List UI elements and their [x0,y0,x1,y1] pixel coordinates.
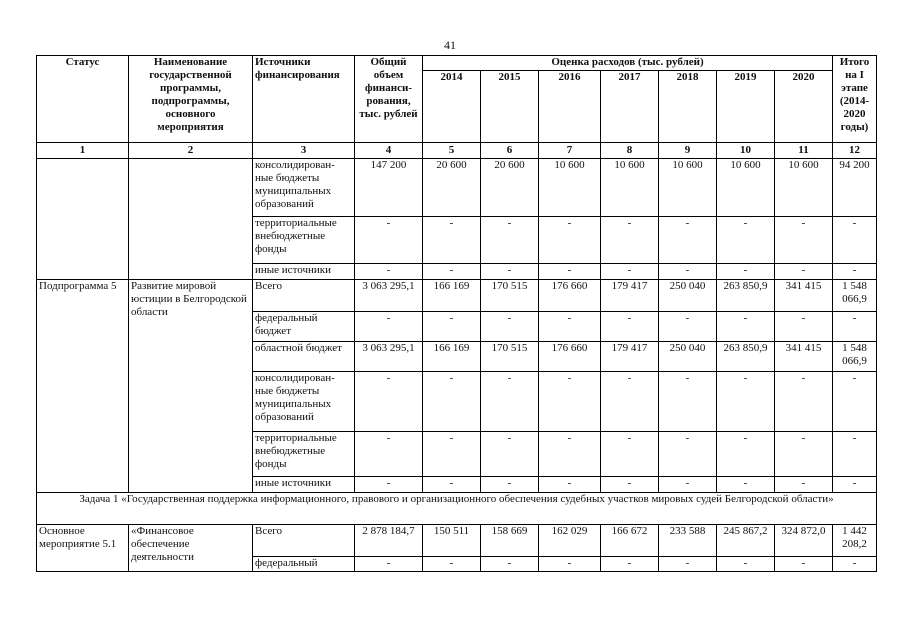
source-cell: федеральный [253,557,355,572]
source-cell: иные источники [253,477,355,493]
value-cell: 158 669 [481,525,539,557]
status-cell: Подпрограмма 5 [37,280,129,493]
value-cell: - [775,264,833,280]
value-cell: 94 200 [833,159,877,217]
value-cell: 341 415 [775,280,833,312]
value-cell: - [775,372,833,432]
value-cell: - [539,264,601,280]
source-cell: консолидирован-ные бюджеты муниципальных образований [253,159,355,217]
value-cell: - [833,217,877,264]
value-cell: - [601,217,659,264]
value-cell: - [423,557,481,572]
value-cell: 150 511 [423,525,481,557]
value-cell: - [601,432,659,477]
value-cell: 245 867,2 [717,525,775,557]
value-cell: - [355,557,423,572]
source-cell: областной бюджет [253,342,355,372]
value-cell: - [481,477,539,493]
value-cell: - [833,557,877,572]
value-cell: - [355,372,423,432]
value-cell: - [833,264,877,280]
value-cell: - [775,477,833,493]
value-cell: 10 600 [717,159,775,217]
value-cell: 176 660 [539,280,601,312]
value-cell: - [659,217,717,264]
column-number: 9 [659,143,717,159]
column-number: 2 [129,143,253,159]
col-header-year: 2020 [775,71,833,143]
value-cell: 166 672 [601,525,659,557]
table-row [37,280,877,312]
col-header-estimate: Оценка расходов (тыс. рублей) [423,56,833,71]
value-cell: 170 515 [481,280,539,312]
value-cell: - [539,477,601,493]
column-number: 12 [833,143,877,159]
value-cell: 10 600 [659,159,717,217]
value-cell: 166 169 [423,342,481,372]
name-cell [129,159,253,280]
column-number-row [37,143,877,159]
value-cell: - [659,432,717,477]
source-cell: территориальные внебюджетные фонды [253,217,355,264]
value-cell: 324 872,0 [775,525,833,557]
value-cell: 20 600 [423,159,481,217]
value-cell: 3 063 295,1 [355,280,423,312]
value-cell: - [659,557,717,572]
column-number: 4 [355,143,423,159]
value-cell: - [659,372,717,432]
status-cell [37,159,129,280]
col-header-year: 2017 [601,71,659,143]
value-cell: 250 040 [659,342,717,372]
value-cell: - [423,372,481,432]
value-cell: 3 063 295,1 [355,342,423,372]
name-cell: Развитие мировой юстиции в Белгородской области [129,280,253,493]
column-number: 11 [775,143,833,159]
value-cell: - [659,312,717,342]
value-cell: - [775,217,833,264]
value-cell: 1 442 208,2 [833,525,877,557]
value-cell: - [717,432,775,477]
value-cell: - [481,264,539,280]
value-cell: - [659,264,717,280]
value-cell: 10 600 [775,159,833,217]
value-cell: - [775,312,833,342]
status-cell: Основное мероприятие 5.1 [37,525,129,572]
budget-table [36,55,877,572]
value-cell: 162 029 [539,525,601,557]
value-cell: - [539,312,601,342]
value-cell: - [601,477,659,493]
col-header-year: 2018 [659,71,717,143]
col-header-year: 2019 [717,71,775,143]
value-cell: 20 600 [481,159,539,217]
value-cell: - [539,557,601,572]
column-number: 6 [481,143,539,159]
value-cell: - [717,264,775,280]
value-cell: 176 660 [539,342,601,372]
value-cell: - [481,312,539,342]
value-cell: 263 850,9 [717,280,775,312]
value-cell: 10 600 [539,159,601,217]
col-header-sources: Источники финансирования [253,56,355,143]
col-header-total: Общий объем финанси-рования, тыс. рублей [355,56,423,143]
value-cell: - [717,557,775,572]
value-cell: - [717,477,775,493]
value-cell: - [423,217,481,264]
col-header-name: Наименование государственной программы, подпрограммы, основного мероприятия [129,56,253,143]
value-cell: 2 878 184,7 [355,525,423,557]
col-header-status: Статус [37,56,129,143]
column-number: 1 [37,143,129,159]
value-cell: - [481,432,539,477]
value-cell: - [833,432,877,477]
column-number: 7 [539,143,601,159]
source-cell: территориальные внебюджетные фонды [253,432,355,477]
name-cell: «Финансовое обеспечение деятельности [129,525,253,572]
value-cell: 263 850,9 [717,342,775,372]
value-cell: - [539,432,601,477]
value-cell: 250 040 [659,280,717,312]
task-title: Задача 1 «Государственная поддержка информационного, правового и организационного обеспечения судебных участков мировых судей Белгородской области» [37,493,877,525]
value-cell: - [423,312,481,342]
value-cell: - [659,477,717,493]
value-cell: - [601,557,659,572]
value-cell: - [423,264,481,280]
value-cell: - [717,372,775,432]
column-number: 3 [253,143,355,159]
value-cell: - [539,217,601,264]
value-cell: - [355,432,423,477]
col-header-year: 2016 [539,71,601,143]
value-cell: - [717,312,775,342]
value-cell: 170 515 [481,342,539,372]
value-cell: 10 600 [601,159,659,217]
value-cell: - [481,217,539,264]
value-cell: - [355,264,423,280]
value-cell: - [601,372,659,432]
value-cell: 1 548 066,9 [833,342,877,372]
value-cell: - [833,477,877,493]
column-number: 5 [423,143,481,159]
value-cell: - [833,372,877,432]
col-header-stage-total: Итого на I этапе (2014-2020 годы) [833,56,877,143]
col-header-year: 2015 [481,71,539,143]
source-cell: Всего [253,280,355,312]
value-cell: 341 415 [775,342,833,372]
table-row [37,159,877,217]
column-number: 10 [717,143,775,159]
value-cell: - [775,557,833,572]
value-cell: - [601,264,659,280]
value-cell: - [601,312,659,342]
table-row [37,525,877,557]
value-cell: - [423,432,481,477]
value-cell: - [423,477,481,493]
source-cell: федеральный бюджет [253,312,355,342]
source-cell: Всего [253,525,355,557]
value-cell: - [539,372,601,432]
value-cell: - [775,432,833,477]
column-number: 8 [601,143,659,159]
source-cell: иные источники [253,264,355,280]
value-cell: 233 588 [659,525,717,557]
value-cell: 179 417 [601,342,659,372]
task-row [37,493,877,525]
page-number: 41 [444,38,456,52]
value-cell: 179 417 [601,280,659,312]
col-header-year: 2014 [423,71,481,143]
value-cell: - [355,477,423,493]
value-cell: - [717,217,775,264]
source-cell: консолидирован-ные бюджеты муниципальных образований [253,372,355,432]
value-cell: - [355,217,423,264]
value-cell: - [481,557,539,572]
value-cell: - [481,372,539,432]
value-cell: - [833,312,877,342]
value-cell: 147 200 [355,159,423,217]
value-cell: 1 548 066,9 [833,280,877,312]
value-cell: - [355,312,423,342]
value-cell: 166 169 [423,280,481,312]
